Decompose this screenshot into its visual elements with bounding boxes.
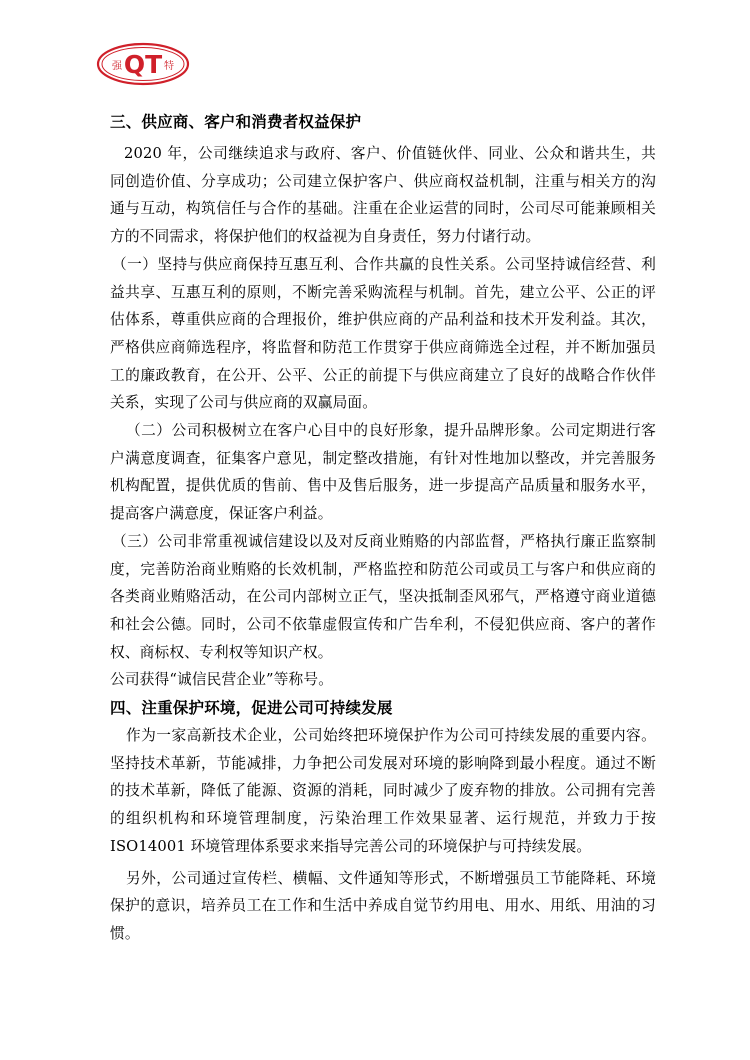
- logo-right-char: 特: [164, 61, 174, 72]
- section-4-paragraph-1: 作为一家高新技术企业，公司始终把环境保护作为公司可持续发展的重要内容。坚持技术革新，节能减排，力争把公司发展对环境的影响降到最小程度。通过不断的技术革新，降低了能源、资源的消耗，同时减少了废弃物的排放。公司拥有完善的组织机构和环境管理制度，污染治理工作效果显著、运行规范，并致力于按 ISO14001 环境管理体系要求来指导完善公司的环境保护与可持续发展。: [110, 727, 656, 855]
- section-3-paragraph-1: 2020 年，公司继续追求与政府、客户、价值链伙伴、同业、公众和谐共生，共同创造价值、分享成功；公司建立保护客户、供应商权益机制，注重与相关方的沟通与互动，构筑信任与合作的基础。注重在企业运营的同时，公司尽可能兼顾相关方的不同需求，将保护他们的权益视为自身责任，努力付诸行动。: [110, 145, 656, 246]
- section-heading-4: 四、注重保护环境，促进公司可持续发展: [110, 699, 393, 718]
- document-body: [110, 108, 656, 948]
- logo-main-text: QT: [123, 50, 163, 79]
- section-4-paragraph-2: 另外，公司通过宣传栏、横幅、文件通知等形式，不断增强员工节能降耗、环境保护的意识，培养员工在工作和生活中养成自觉节约用电、用水、用纸、用油的习惯。: [110, 869, 656, 942]
- section-3-paragraph-3: （二）公司积极树立在客户心目中的良好形象，提升品牌形象。公司定期进行客户满意度调查，征集客户意见，制定整改措施，有针对性地加以整改，并完善服务机构配置，提供优质的售前、售中及售后服务，进一步提高产品质量和服务水平，提高客户满意度，保证客户利益。: [110, 422, 656, 523]
- company-logo: [96, 42, 190, 86]
- section-3-paragraph-2: （一）坚持与供应商保持互惠互利、合作共赢的良性关系。公司坚持诚信经营、利益共享、互惠互利的原则，不断完善采购流程与机制。首先，建立公平、公正的评估体系，尊重供应商的合理报价，维护供应商的产品利益和技术开发利益。其次，严格供应商筛选程序，将监督和防范工作贯穿于供应商筛选全过程，并不断加强员工的廉政教育，在公开、公平、公正的前提下与供应商建立了良好的战略合作伙伴关系，实现了公司与供应商的双赢局面。: [110, 255, 656, 412]
- section-heading-3: 三、供应商、客户和消费者权益保护: [110, 113, 362, 131]
- section-3-paragraph-4: （三）公司非常重视诚信建设以及对反商业贿赂的内部监督，严格执行廉正监察制度，完善防治商业贿赂的长效机制，严格监控和防范公司或员工与客户和供应商的各类商业贿赂活动，在公司内部树立正气，坚决抵制歪风邪气，严格遵守商业道德和社会公德。同时，公司不依靠虚假宣传和广告牟利，不侵犯供应商、客户的著作权、商标权、专利权等知识产权。: [110, 532, 656, 661]
- logo-emblem: [96, 42, 190, 86]
- section-3-paragraph-5: 公司获得“诚信民营企业”等称号。: [110, 671, 334, 689]
- logo-left-char: 强: [112, 61, 122, 72]
